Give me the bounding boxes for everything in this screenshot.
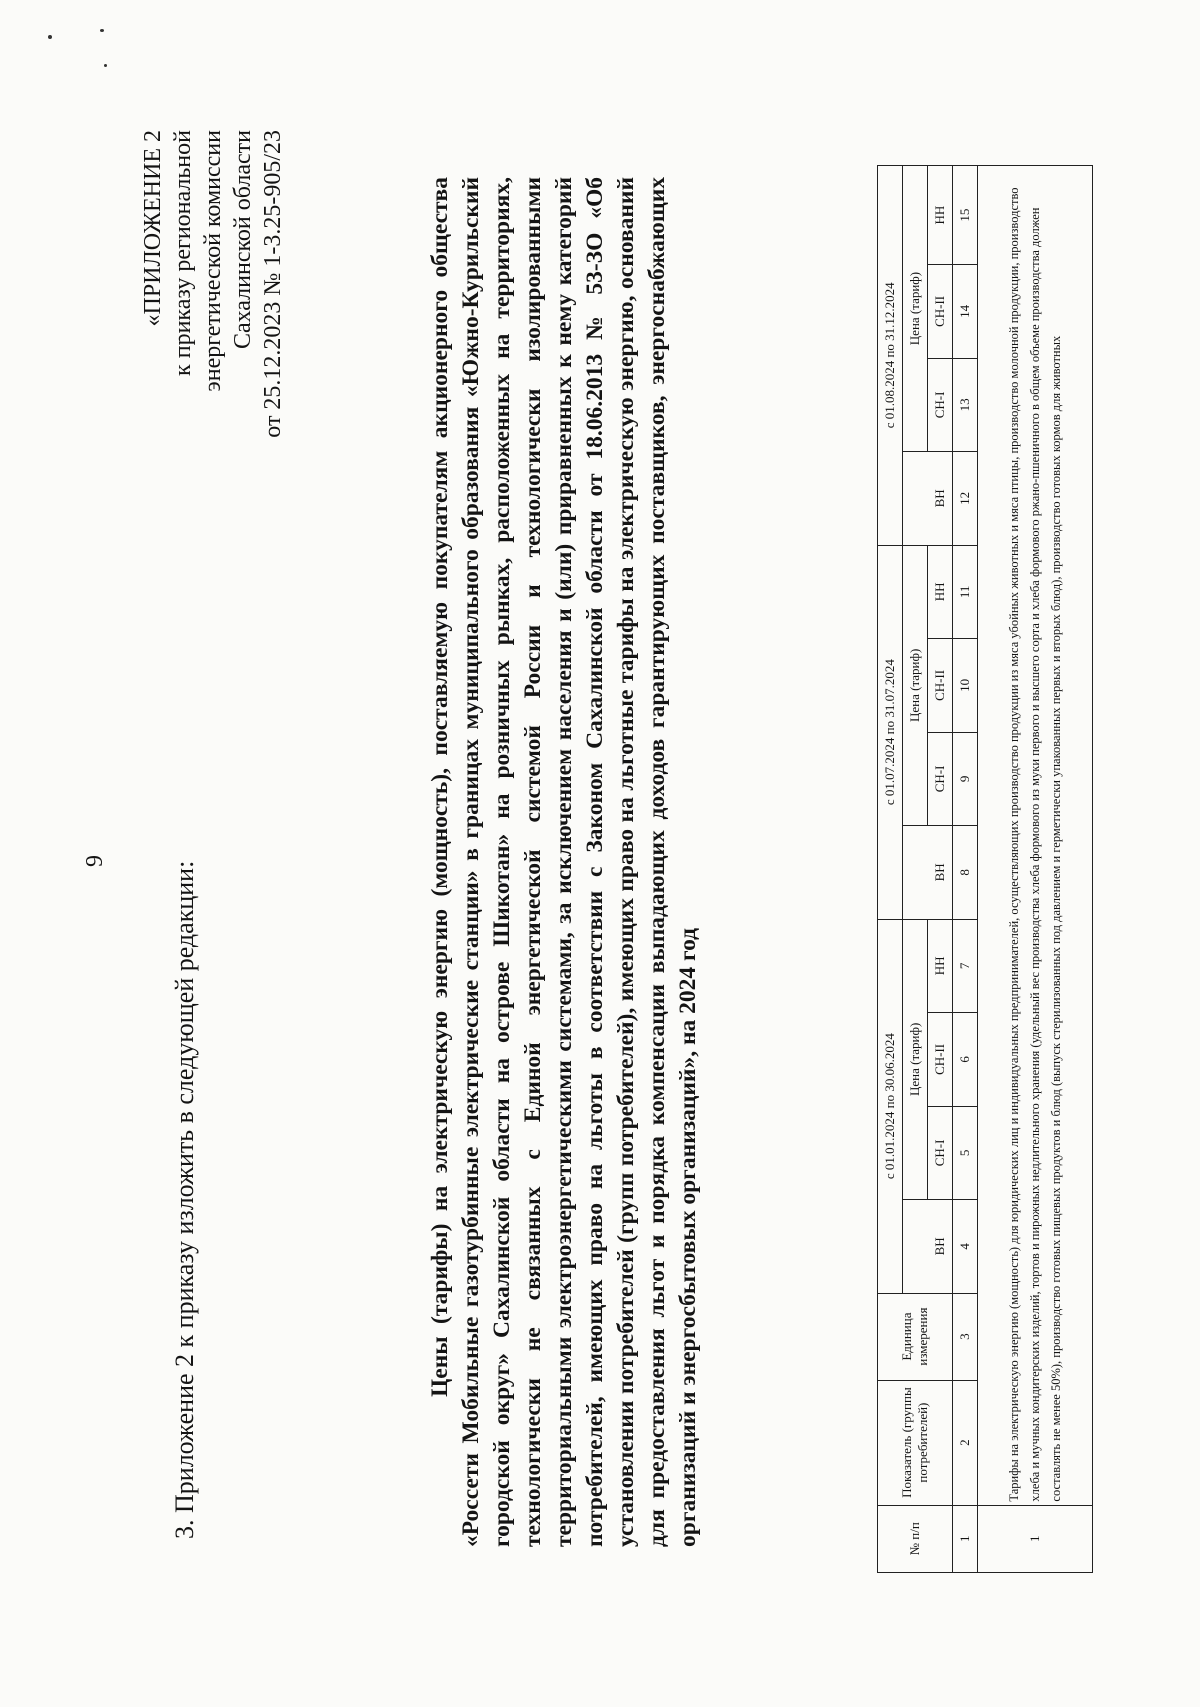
header-num: № п/п <box>878 1505 953 1572</box>
approval-line: «ПРИЛОЖЕНИЕ 2 <box>140 130 166 327</box>
row-number: 1 <box>978 1505 1093 1572</box>
scan-speck <box>48 35 52 39</box>
table-row <box>978 166 1093 1573</box>
header-price: Цена (тариф) <box>903 919 928 1200</box>
column-index: 9 <box>953 732 978 825</box>
column-index: 3 <box>953 1293 978 1380</box>
document-title: Цены (тарифы) на электрическую энергию (мощность), поставляемую покупателям акционерного общества «Россети Мобильные газотурбинные электрические станции» в границах муниципального образования «Южно-Курильский городской округ» Сахалинской области на острове Шикотан» на розничных рынках, расположенных на территориях, технологически не связанных с Единой энергетической системой России и технологически изолированными территориальными электроэнергетическими системами, за исключением населения и (или) приравненных к нему категорий потребителей, имеющих право на льготы в соответствии с Законом Сахалинской области от 18.06.2013 № 53-ЗО «Об установлении потребителей (групп потребителей), имеющих право на льготные тарифы на электрическую энергию, оснований для предоставления льгот и порядка компенсации выпадающих доходов гарантирующих поставщиков, энергоснабжающих организаций и энергосбытовых организаций», на 2024 год <box>427 177 701 1547</box>
header-level: НН <box>928 166 953 265</box>
column-index: 1 <box>953 1505 978 1572</box>
header-level: СН-II <box>928 639 953 732</box>
header-unit: Единица измерения <box>878 1293 953 1380</box>
page-number: 9 <box>82 855 108 867</box>
header-period: с 01.08.2024 по 31.12.2024 <box>878 166 903 546</box>
column-index: 11 <box>953 545 978 639</box>
header-level: СН-II <box>928 265 953 358</box>
column-index: 15 <box>953 166 978 265</box>
column-index: 7 <box>953 919 978 1013</box>
approval-line: к приказу региональной <box>170 130 196 376</box>
column-index: 12 <box>953 452 978 545</box>
tariff-table-container <box>877 165 1093 1573</box>
column-index: 6 <box>953 1013 978 1106</box>
header-level: СН-II <box>928 1013 953 1106</box>
header-level: ВН <box>928 1200 953 1293</box>
header-level: НН <box>928 545 953 639</box>
approval-line: Сахалинской области <box>230 130 256 350</box>
scan-speck <box>104 64 107 67</box>
header-period: с 01.01.2024 по 30.06.2024 <box>878 919 903 1293</box>
header-indicator: Показатель (группы потребителей) <box>878 1380 953 1505</box>
table-row <box>953 166 978 1573</box>
header-level: ВН <box>928 826 953 919</box>
column-index: 10 <box>953 639 978 732</box>
header-level: СН-I <box>928 1106 953 1199</box>
column-index: 4 <box>953 1200 978 1293</box>
header-price: Цена (тариф) <box>903 166 928 452</box>
tariff-table <box>877 165 1093 1573</box>
column-index: 8 <box>953 826 978 919</box>
header-level: СН-I <box>928 732 953 825</box>
approval-stamp <box>138 130 288 438</box>
intro-text: 3. Приложение 2 к приказу изложить в следующей редакции: <box>170 860 199 1539</box>
column-index: 13 <box>953 358 978 451</box>
column-index: 14 <box>953 265 978 358</box>
header-level: ВН <box>928 452 953 545</box>
scan-speck <box>100 29 104 32</box>
header-price: Цена (тариф) <box>903 545 928 826</box>
row-description: Тарифы на электрическую энергию (мощность) для юридических лиц и индивидуальных предпринимателей, осуществляющих производство продукции из мяса убойных животных и мяса птицы, производство молочной продукции, производство хлеба и мучных кондитерских изделий, тортов и пирожных недлительного хранения (удельный вес производства хлеба формового из муки первого и высшего сорта и хлеба формового ржано-пшеничного в общем объеме производства должен составлять не менее 50%), производство готовых пищевых продуктов и блюд (выпуск стерилизованных под давлением и герметически упакованных первых и вторых блюд), производство готовых кормов для животных <box>978 166 1093 1506</box>
approval-line: энергетической комиссии <box>200 130 226 392</box>
approval-line: от 25.12.2023 № 1-3.25-905/23 <box>260 130 286 438</box>
column-index: 2 <box>953 1380 978 1505</box>
header-level: СН-I <box>928 358 953 451</box>
column-index: 5 <box>953 1106 978 1199</box>
header-level: НН <box>928 919 953 1013</box>
header-period: с 01.07.2024 по 31.07.2024 <box>878 545 903 919</box>
